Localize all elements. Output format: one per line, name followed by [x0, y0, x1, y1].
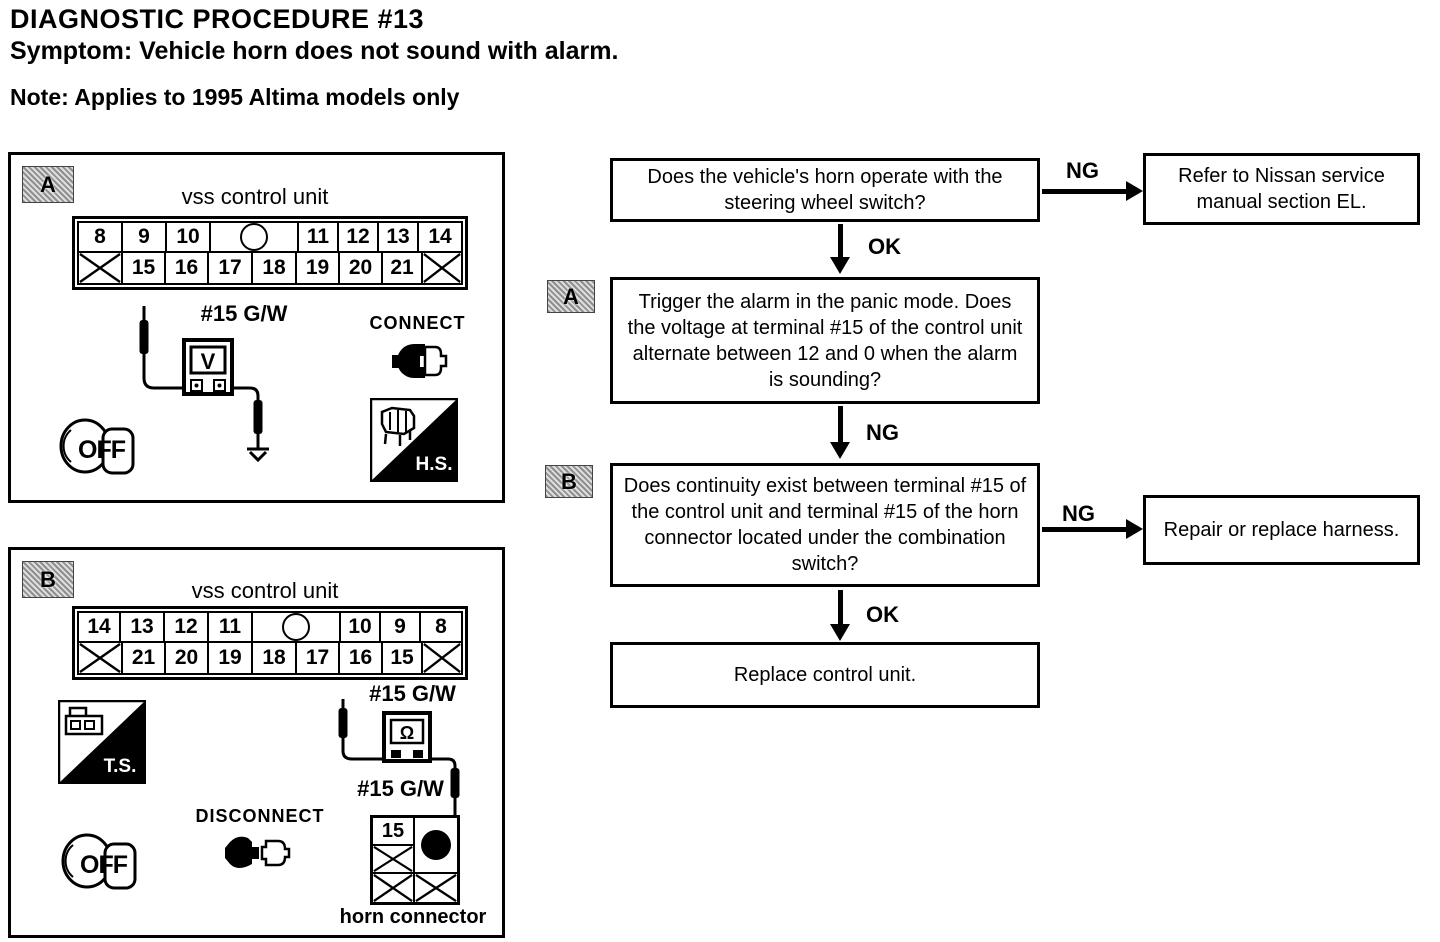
- x-mark-icon: [79, 643, 121, 673]
- blocked-pin-cell: [373, 874, 415, 902]
- blocked-pin-cell: [423, 253, 461, 283]
- horn-connector-grid: [370, 815, 460, 905]
- ohmmeter-icon: [332, 697, 462, 825]
- terminal-dot: [421, 830, 451, 860]
- panel-a-connector-row2: [79, 253, 461, 283]
- blocked-pin-cell: [415, 874, 457, 902]
- ts-label: T.S.: [103, 756, 137, 777]
- flow-arrow-ng-down: [830, 406, 850, 459]
- connect-label: CONNECT: [369, 313, 466, 333]
- connect-icon: [390, 340, 448, 382]
- panel-a-connector-diagram: [72, 216, 468, 290]
- pin-cell: 9: [381, 613, 421, 643]
- pin-cell: 15: [383, 643, 423, 673]
- pin-cell: 20: [340, 253, 383, 283]
- index-hole-cell: [253, 613, 341, 643]
- panel-b-wire-label-bottom: #15 G/W: [357, 776, 444, 801]
- ng-label-1: NG: [1066, 158, 1099, 183]
- flow-arrow-ng-right-1: [1042, 181, 1143, 201]
- hs-connector-tile: [370, 398, 458, 482]
- panel-a-unit-title: vss control unit: [181, 184, 329, 209]
- horn-terminal-cell: [415, 818, 457, 874]
- pin-cell: 12: [339, 223, 379, 253]
- ng-label-3: NG: [1062, 501, 1095, 526]
- x-mark-icon: [79, 253, 121, 283]
- voltmeter-icon: [130, 300, 280, 465]
- panel-b-connector-row1: [79, 613, 461, 643]
- flow-result-refer: Refer to Nissan service manual section EL.: [1143, 153, 1420, 225]
- flow-step-q1: Does the vehicle's horn operate with the steering wheel switch?: [610, 158, 1040, 222]
- panel-a-wire-label: #15 G/W: [200, 301, 288, 326]
- pin-cell: 21: [123, 643, 166, 673]
- pin-cell: 15: [123, 253, 166, 283]
- off-label: OFF: [78, 436, 125, 464]
- pin-cell: 17: [209, 253, 253, 283]
- pin-cell: 18: [253, 253, 297, 283]
- pin-cell: 16: [340, 643, 383, 673]
- ignition-off-icon: [58, 415, 142, 477]
- pin-cell: 10: [341, 613, 381, 643]
- x-mark-icon: [415, 874, 457, 902]
- horn-connector-label: horn connector: [339, 906, 487, 928]
- pin-cell: 17: [297, 643, 340, 673]
- index-hole: [240, 223, 268, 251]
- flow-badge-a: A: [547, 280, 595, 313]
- ohmmeter-symbol: Ω: [399, 723, 415, 743]
- blocked-pin-cell: [79, 253, 123, 283]
- ts-connector-tile: [58, 700, 146, 784]
- ng-label-2: NG: [866, 420, 899, 445]
- horn-pin-cell: 15: [373, 818, 415, 846]
- pin-cell: 21: [383, 253, 423, 283]
- panel-b-badge: B: [22, 561, 74, 598]
- blocked-pin-cell: [79, 643, 123, 673]
- x-mark-icon: [373, 846, 413, 872]
- flow-step-q3: Does continuity exist between terminal #15 of the control unit and terminal #15 of the horn connector located under the combination switch?: [610, 463, 1040, 587]
- pin-cell: 16: [166, 253, 209, 283]
- note-line: Note: Applies to 1995 Altima models only: [10, 84, 460, 110]
- flow-arrow-ok-1: [830, 224, 850, 274]
- x-mark-icon: [373, 874, 413, 902]
- ok-label-1: OK: [868, 234, 901, 259]
- blocked-pin-cell: [423, 643, 461, 673]
- panel-b-connector-row2: [79, 643, 461, 673]
- panel-a-badge: A: [22, 166, 74, 203]
- flow-step-final: Replace control unit.: [610, 642, 1040, 708]
- pin-cell: 12: [165, 613, 209, 643]
- ignition-off-icon: [60, 830, 144, 892]
- flow-arrow-ok-2: [830, 590, 850, 641]
- pin-cell: 14: [419, 223, 461, 253]
- panel-b-connector-diagram: [72, 606, 468, 680]
- symptom-line: Symptom: Vehicle horn does not sound with alarm.: [10, 37, 619, 65]
- flow-result-repair: Repair or replace harness.: [1143, 495, 1420, 565]
- pin-cell: 19: [209, 643, 253, 673]
- pin-cell: 11: [299, 223, 339, 253]
- index-hole-cell: [211, 223, 299, 253]
- pin-cell: 13: [379, 223, 419, 253]
- panel-a-connector-row1: [79, 223, 461, 253]
- off-label: OFF: [80, 851, 127, 879]
- hs-label: H.S.: [415, 454, 453, 475]
- pin-cell: 9: [123, 223, 167, 253]
- voltmeter-symbol: V: [200, 349, 216, 374]
- pin-cell: 13: [121, 613, 165, 643]
- flow-badge-b: B: [545, 465, 593, 498]
- pin-cell: 8: [421, 613, 461, 643]
- pin-cell: 19: [297, 253, 340, 283]
- blocked-pin-cell: [373, 846, 415, 874]
- pin-cell: 8: [79, 223, 123, 253]
- pin-cell: 11: [209, 613, 253, 643]
- ok-label-2: OK: [866, 602, 899, 627]
- x-mark-icon: [423, 253, 461, 283]
- page-title: DIAGNOSTIC PROCEDURE #13: [10, 4, 425, 34]
- flow-arrow-ng-right-2: [1042, 519, 1143, 539]
- flow-step-q2: Trigger the alarm in the panic mode. Does the voltage at terminal #15 of the control unit alternate between 12 and 0 when the alarm is sounding?: [610, 277, 1040, 404]
- index-hole: [282, 613, 310, 641]
- pin-cell: 18: [253, 643, 297, 673]
- panel-b-unit-title: vss control unit: [191, 578, 339, 603]
- pin-cell: 20: [166, 643, 209, 673]
- disconnect-label: DISCONNECT: [195, 806, 325, 826]
- pin-cell: 10: [167, 223, 211, 253]
- probe: [339, 708, 348, 738]
- x-mark-icon: [423, 643, 461, 673]
- pin-cell: 14: [79, 613, 121, 643]
- disconnect-icon: [222, 830, 292, 876]
- probe: [140, 320, 149, 354]
- probe: [254, 400, 263, 434]
- panel-b-wire-label-top: #15 G/W: [369, 681, 456, 706]
